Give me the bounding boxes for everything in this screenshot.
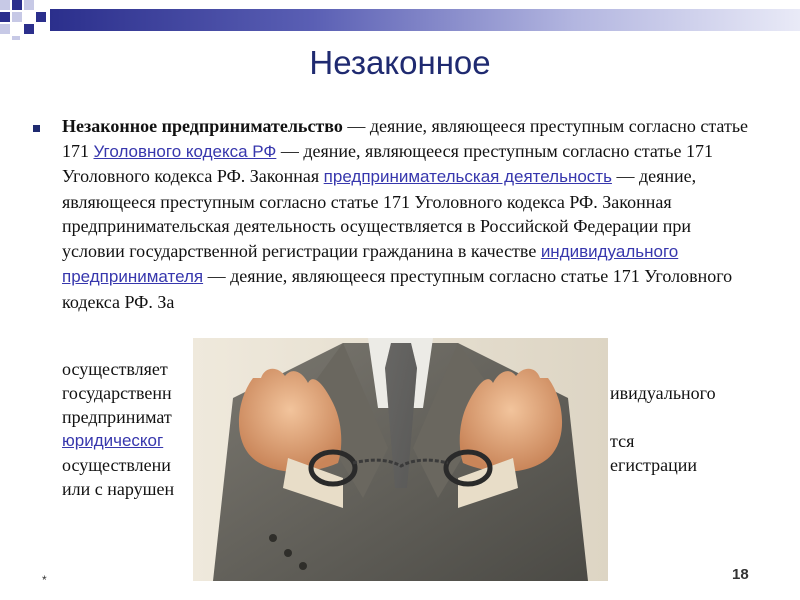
header-gradient-bar [50, 9, 800, 31]
body-paragraph [62, 114, 752, 314]
text-fragment: государственн [62, 383, 172, 403]
link-entrepreneurial-activity[interactable]: предпринимательская деятельность [323, 167, 612, 186]
page-number: 18 [732, 566, 749, 583]
link-individual-entrepreneur[interactable]: индивидуального предпринимателя [62, 241, 679, 286]
decor-square [24, 0, 34, 10]
bullet-marker [33, 125, 40, 132]
text-fragment: осуществлени [62, 455, 171, 475]
paragraph-text: — деяние, являющееся преступным согласно статье 171 Уголовного кодекса РФ. За [62, 266, 733, 312]
decor-square [36, 12, 46, 22]
header-decoration [0, 0, 800, 40]
decor-square [12, 0, 22, 10]
handcuffs-illustration [193, 338, 608, 581]
decor-square [12, 12, 22, 22]
text-fragment: или с нарушен [62, 479, 175, 499]
decor-square [12, 36, 20, 40]
decor-square [0, 12, 10, 22]
decor-square [0, 0, 10, 10]
text-fragment: ивидуального [610, 383, 716, 403]
paragraph-text: — деяние, являющееся преступным согласно статье 171 [62, 116, 749, 161]
link-criminal-code[interactable]: Уголовного кодекса РФ [93, 141, 277, 161]
handcuffs-photo [193, 338, 608, 581]
paragraph-text: — деяние, являющееся преступным согласно статье 171 Уголовного кодекса РФ. Законная [62, 140, 713, 186]
text-fragment: осуществляет [62, 359, 168, 379]
text-fragment: тся [610, 431, 635, 451]
slide-title: Незаконное [309, 44, 491, 81]
footer-mark: * [42, 573, 47, 587]
decor-square [0, 24, 10, 34]
link-legal-entity[interactable]: юридическог [62, 431, 164, 450]
term-heading: Незаконное предпринимательство [62, 116, 343, 136]
text-fragment: егистрации [610, 455, 697, 475]
paragraph-text: — деяние, являющееся преступным согласно статье 171 Уголовного кодекса РФ. Законная предпринимательская деятельность осуществляется в Российской Федерации при условии государственной регистрации гражданина в качестве [62, 166, 697, 261]
text-fragment: предпринимат [62, 407, 172, 427]
decor-square [24, 24, 34, 34]
